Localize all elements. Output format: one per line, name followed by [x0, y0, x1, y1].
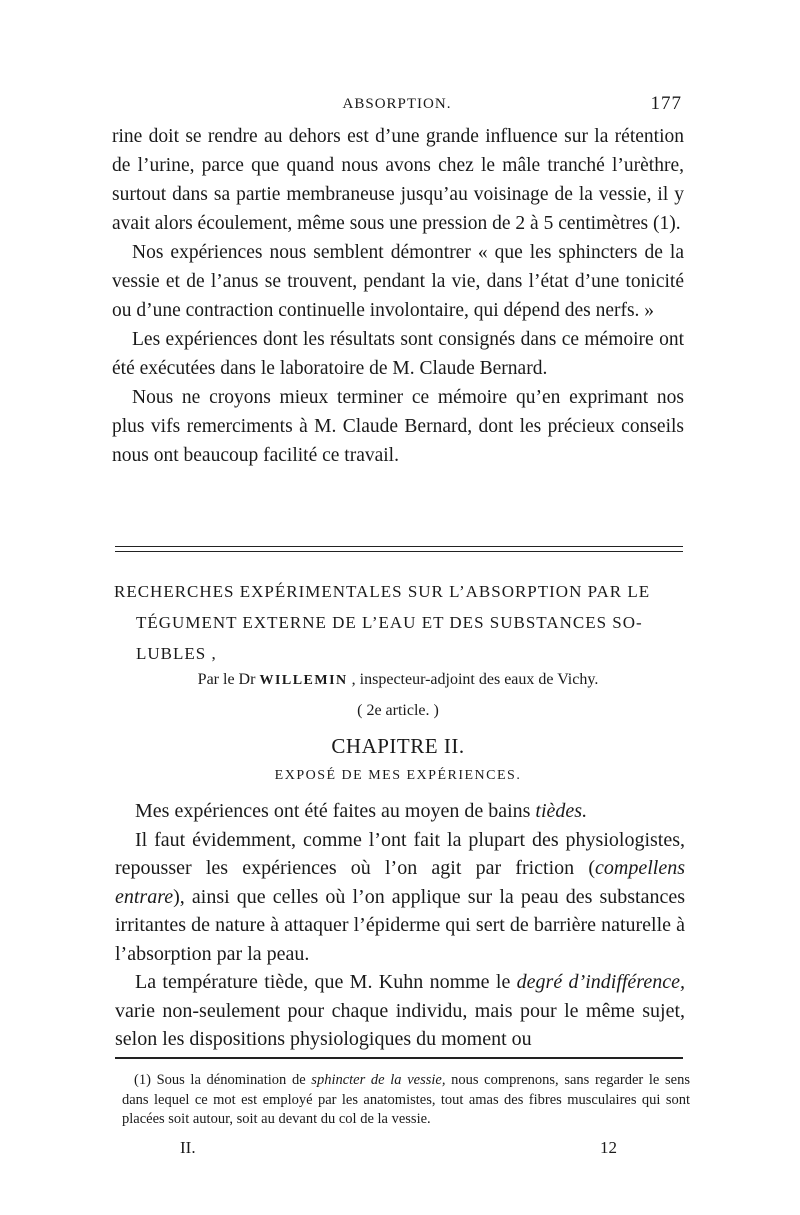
paragraph — [115, 826, 685, 969]
italic-run: tièdes. — [535, 800, 588, 822]
article-title — [114, 576, 686, 669]
page-number: 177 — [650, 93, 682, 114]
article-title-line: LUBLES , — [136, 644, 217, 663]
text-run: La température tiède, que M. Kuhn nomme le — [135, 971, 517, 993]
chapter-text — [115, 797, 685, 1054]
chapter-heading: CHAPITRE II. — [331, 734, 465, 758]
paragraph: Nous ne croyons mieux terminer ce mémoire qu’en exprimant nos plus vifs remerciments à M. Claude Bernard, dont les précieux conseils nous ont beaucoup facilité ce travail. — [112, 387, 684, 466]
paragraph — [115, 797, 685, 826]
italic-run: sphincter de la vessie, — [311, 1072, 446, 1088]
article-number: ( 2e article. ) — [357, 702, 439, 719]
paragraph: Les expériences dont les résultats sont consignés dans ce mémoire ont été exécutées dans le laboratoire de M. Claude Bernard. — [112, 329, 684, 379]
author-name: WILLEMIN — [259, 673, 348, 688]
paragraph: rine doit se rendre au dehors est d’une grande influence sur la rétention de l’urine, parce que quand nous avons chez le mâle tranché l’urèthre, surtout dans sa partie membraneuse jusqu’au voisinage de la vessie, il y avait alors écoulement, même sous une pression de 2 à 5 centimètres (1). — [112, 126, 684, 234]
volume-mark: II. — [180, 1138, 196, 1157]
continued-text — [112, 122, 684, 470]
byline-suffix: , inspecteur-adjoint des eaux de Vichy. — [347, 671, 599, 688]
footnote — [122, 1071, 690, 1130]
article-title-line: RECHERCHES EXPÉRIMENTALES SUR L’ABSORPTION PAR LE — [114, 582, 651, 601]
text-run: ), ainsi que celles où l’on applique sur la peau des substances irritantes de nature à attaquer l’épiderme qui sert de barrière naturelle à l’absorption par la peau. — [115, 885, 685, 965]
section-divider — [115, 546, 683, 552]
text-run: Mes expériences ont été faites au moyen de bains — [135, 800, 536, 822]
byline — [112, 671, 684, 689]
article-title-line: TÉGUMENT EXTERNE DE L’EAU ET DES SUBSTANCES SO- — [136, 613, 643, 632]
paragraph — [115, 968, 685, 1054]
text-run: Il faut évidemment, comme l’ont fait la plupart des physiologistes, repousser les expériences où l’on agit par friction ( — [115, 828, 685, 879]
italic-run: compellens entrare — [115, 857, 685, 908]
section-subheading: EXPOSÉ DE MES EXPÉRIENCES. — [274, 768, 522, 783]
sheet-number: 12 — [600, 1138, 617, 1157]
running-title: ABSORPTION. — [342, 96, 452, 112]
byline-prefix: Par le Dr — [197, 671, 260, 688]
text-run: (1) Sous la dénomination de — [134, 1072, 312, 1088]
paragraph: Nos expériences nous semblent démontrer « que les sphincters de la vessie et de l’anus se trouvent, pendant la vie, dans l’état d’une tonicité ou d’une contraction continuelle involontaire, qui dépend des nerfs. » — [112, 242, 684, 321]
footnote-rule — [115, 1057, 683, 1059]
running-header — [112, 93, 682, 120]
footnote-text — [122, 1071, 690, 1130]
italic-run: degré d’indifférence, — [516, 971, 685, 993]
text-run: varie non-seulement pour chaque individu, mais pour le même sujet, selon les dispositions physiologiques du moment ou — [115, 999, 685, 1050]
text-run: nous comprenons, sans regarder le sens dans lequel ce mot est employé par les anatomistes, tout amas des fibres musculaires qui sont placées soit autour, soit au devant du col de la vessie. — [122, 1072, 690, 1127]
